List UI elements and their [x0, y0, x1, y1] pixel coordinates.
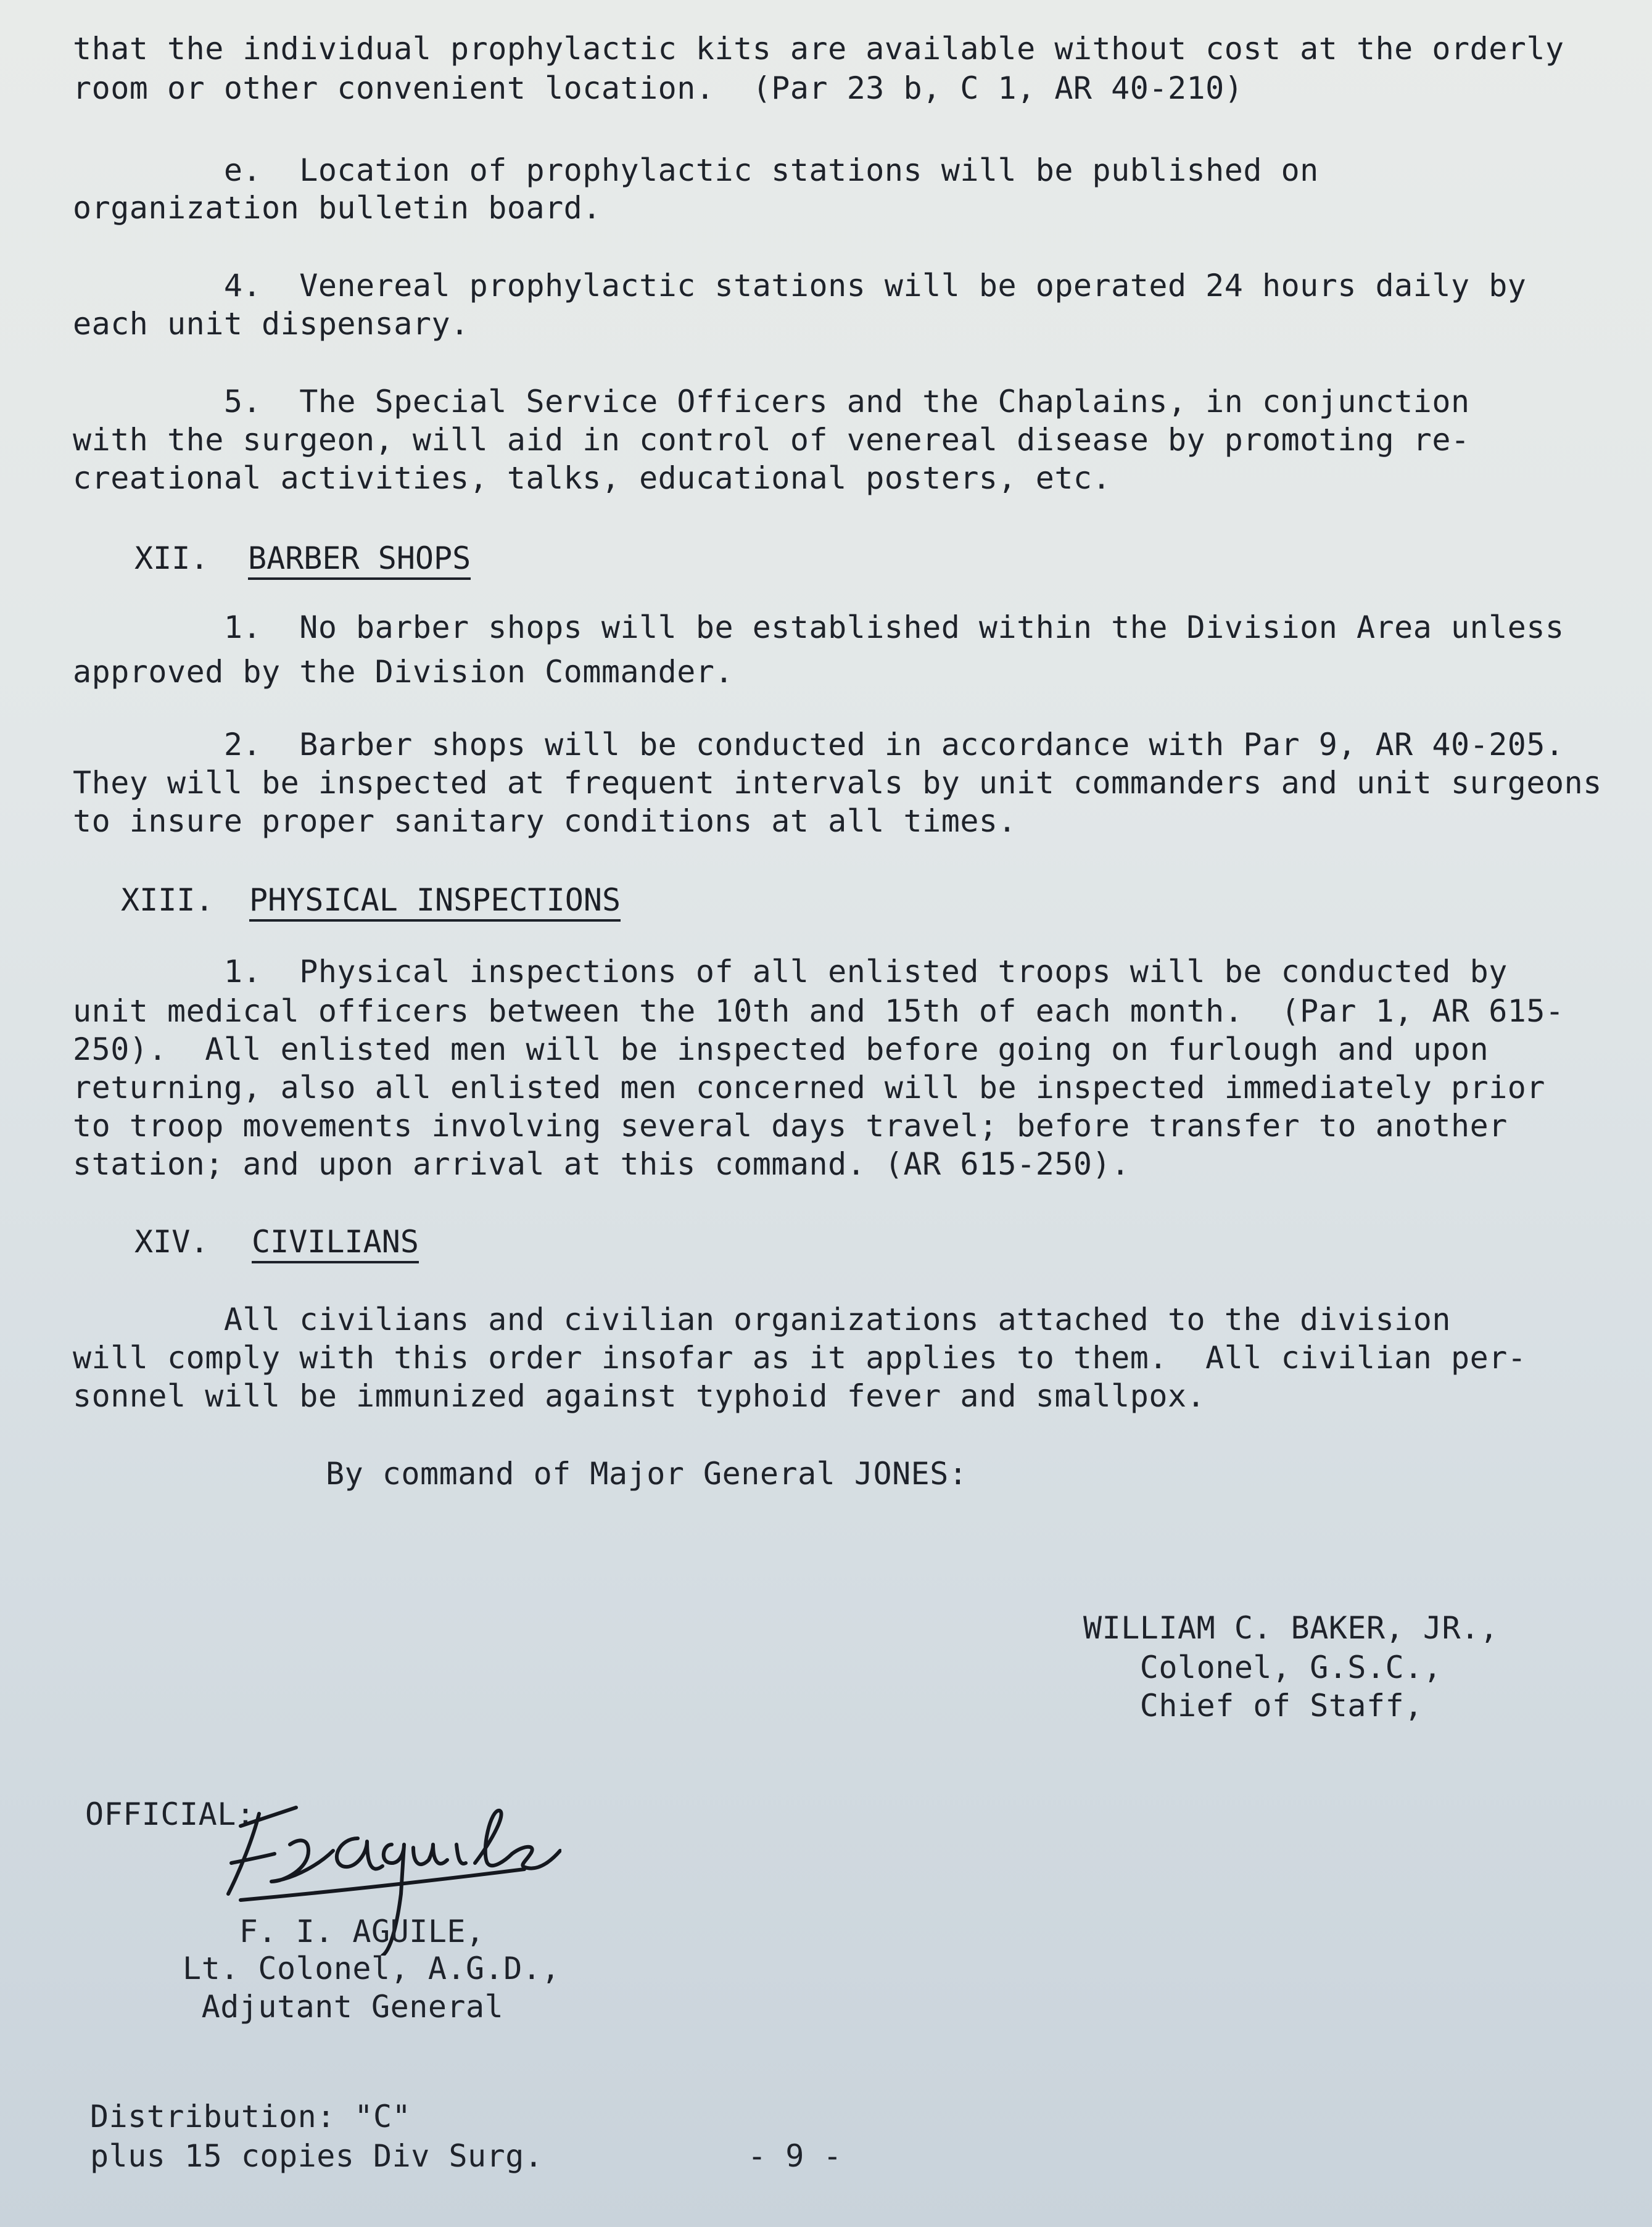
section-xiv-para-line-2: will comply with this order insofar as it applies to them. All civilian per-: [73, 1340, 1527, 1376]
para-5-line-1: 5. The Special Service Officers and the Chaplains, in conjunction: [73, 384, 1470, 419]
para-5-line-2: with the surgeon, will aid in control of venereal disease by promoting re-: [73, 422, 1470, 458]
section-xiv-title: CIVILIANS: [252, 1223, 419, 1263]
section-xiv-para-line-3: sonnel will be immunized against typhoid fever and smallpox.: [73, 1378, 1206, 1414]
section-xiii-para-1-line-2: unit medical officers between the 10th and 15th of each month. (Par 1, AR 615-: [73, 993, 1564, 1029]
section-xiii-title: PHYSICAL INSPECTIONS: [249, 881, 621, 922]
section-xii-number: XII.: [134, 540, 209, 576]
distribution-line-1: Distribution: "C": [90, 2099, 411, 2134]
adjutant-name: F. I. AGUILE,: [183, 1914, 485, 1949]
by-command-line: By command of Major General JONES:: [326, 1456, 968, 1492]
para-4-line-1: 4. Venereal prophylactic stations will be operated 24 hours daily by: [73, 268, 1527, 304]
section-xiii-para-1-line-5: to troop movements involving several days travel; before transfer to another: [73, 1108, 1508, 1144]
section-xii-para-2-line-1: 2. Barber shops will be conducted in accordance with Par 9, AR 40-205.: [73, 727, 1564, 762]
para-e-line-1: e. Location of prophylactic stations will be published on: [73, 152, 1319, 188]
section-xiv-number: XIV.: [134, 1224, 209, 1260]
para-5-line-3: creational activities, talks, educational posters, etc.: [73, 460, 1112, 496]
section-xii-para-2-line-3: to insure proper sanitary conditions at all times.: [73, 803, 1017, 839]
section-xii-para-2-line-2: They will be inspected at frequent intervals by unit commanders and unit surgeons: [73, 765, 1602, 801]
adjutant-rank: Lt. Colonel, A.G.D.,: [183, 1951, 561, 1986]
chief-of-staff-name: WILLIAM C. BAKER, JR.,: [1083, 1610, 1499, 1646]
page-number: - 9 -: [748, 2138, 843, 2174]
section-xiii-para-1-line-4: returning, also all enlisted men concerned will be inspected immediately prior: [73, 1070, 1545, 1105]
section-xiii-para-1-line-3: 250). All enlisted men will be inspected before going on furlough and upon: [73, 1031, 1489, 1067]
section-xii-para-1-line-1: 1. No barber shops will be established within the Division Area unless: [73, 609, 1564, 645]
section-xiv-para-line-1: All civilians and civilian organizations attached to the division: [73, 1302, 1451, 1337]
section-xiii-para-1-line-1: 1. Physical inspections of all enlisted troops will be conducted by: [73, 954, 1508, 990]
para-4-line-2: each unit dispensary.: [73, 306, 469, 342]
distribution-line-2: plus 15 copies Div Surg.: [90, 2138, 543, 2174]
section-xii-para-1-line-2: approved by the Division Commander.: [73, 654, 734, 690]
top-paragraph-line-2: room or other convenient location. (Par 23 b, C 1, AR 40-210): [73, 70, 1244, 106]
chief-of-staff-title: Chief of Staff,: [1083, 1688, 1423, 1724]
section-xiii-number: XIII.: [121, 882, 214, 918]
para-e-line-2: organization bulletin board.: [73, 190, 601, 226]
section-xiii-para-1-line-6: station; and upon arrival at this command. (AR 615-250).: [73, 1146, 1130, 1182]
chief-of-staff-rank: Colonel, G.S.C.,: [1083, 1650, 1442, 1685]
section-xii-title: BARBER SHOPS: [248, 539, 471, 580]
adjutant-title: Adjutant General: [183, 1989, 504, 2025]
official-label: OFFICIAL:: [85, 1796, 255, 1832]
top-paragraph-line-1: that the individual prophylactic kits are available without cost at the orderly: [73, 31, 1564, 67]
